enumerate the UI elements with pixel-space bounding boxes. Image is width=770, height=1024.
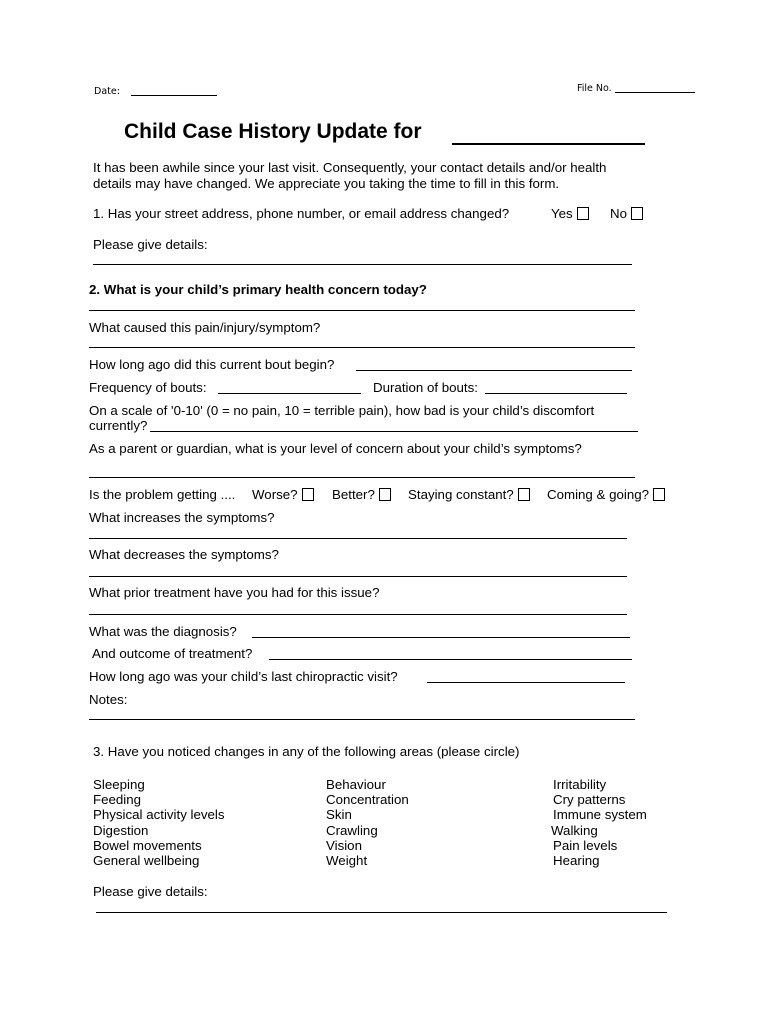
outcome-field[interactable] [269, 659, 632, 660]
concern-field[interactable] [89, 477, 635, 478]
better-checkbox[interactable] [379, 488, 391, 501]
decreases-label: What decreases the symptoms? [89, 547, 279, 562]
q2-heading [89, 282, 427, 298]
option-bowel-movements[interactable]: Bowel movements [93, 838, 202, 853]
intro-line-1: It has been awhile since your last visit. Consequently, your contact details and/or health [93, 160, 607, 175]
chiro-field[interactable] [427, 682, 625, 683]
yes-checkbox[interactable] [577, 207, 589, 220]
better-label: Better? [332, 487, 375, 502]
constant-label: Staying constant? [408, 487, 514, 502]
better-option [332, 487, 391, 503]
decreases-field[interactable] [89, 576, 627, 577]
duration-field[interactable] [485, 393, 627, 394]
coming-checkbox[interactable] [653, 488, 665, 501]
option-general-wellbeing[interactable]: General wellbeing [93, 853, 200, 868]
q1-no-label: No [610, 206, 627, 221]
problem-label: Is the problem getting .... [89, 487, 236, 502]
option-walking[interactable]: Walking [551, 823, 598, 838]
q3-details-label: Please give details: [93, 884, 208, 899]
scale-label-2: currently? [89, 418, 148, 433]
constant-option [408, 487, 530, 503]
no-checkbox[interactable] [631, 207, 643, 220]
option-behaviour[interactable]: Behaviour [326, 777, 386, 792]
file-no-field[interactable] [615, 92, 695, 93]
cause-label: What caused this pain/injury/symptom? [89, 320, 321, 335]
notes-label: Notes: [89, 692, 128, 707]
q3-details-field[interactable] [96, 912, 667, 913]
option-immune-system[interactable]: Immune system [553, 807, 647, 822]
chiro-label: How long ago was your child’s last chiropractic visit? [89, 669, 398, 684]
page-title: Child Case History Update for [124, 120, 422, 143]
increases-label: What increases the symptoms? [89, 510, 275, 525]
q1-text: 1. Has your street address, phone number, or email address changed? [93, 206, 510, 221]
worse-label: Worse? [252, 487, 298, 502]
option-physical-activity[interactable]: Physical activity levels [93, 807, 225, 822]
worse-option [252, 487, 314, 503]
increases-field[interactable] [89, 538, 627, 539]
cause-field[interactable] [89, 347, 635, 348]
intro-line-2: details may have changed. We appreciate you taking the time to fill in this form. [93, 176, 560, 191]
option-cry-patterns[interactable]: Cry patterns [553, 792, 626, 807]
frequency-label: Frequency of bouts: [89, 380, 207, 395]
q2-number: 2. [89, 282, 101, 297]
prior-field[interactable] [89, 614, 627, 615]
q3-text: 3. Have you noticed changes in any of the following areas (please circle) [93, 744, 520, 759]
option-feeding[interactable]: Feeding [93, 792, 142, 807]
scale-field[interactable] [150, 431, 638, 432]
option-pain-levels[interactable]: Pain levels [553, 838, 618, 853]
outcome-label: And outcome of treatment? [92, 646, 253, 661]
coming-label: Coming & going? [547, 487, 650, 502]
q2-text: What is your child’s primary health concern today? [103, 282, 427, 297]
diagnosis-field[interactable] [252, 637, 630, 638]
option-concentration[interactable]: Concentration [326, 792, 409, 807]
q1-details-label: Please give details: [93, 237, 208, 252]
q1-yes-label: Yes [551, 206, 573, 221]
worse-checkbox[interactable] [302, 488, 314, 501]
option-digestion[interactable]: Digestion [93, 823, 149, 838]
q1-yes [551, 206, 589, 222]
how-long-label: How long ago did this current bout begin? [89, 357, 335, 372]
concern-label: As a parent or guardian, what is your level of concern about your child’s symptoms? [89, 441, 582, 456]
q1-details-field[interactable] [93, 264, 632, 265]
option-hearing[interactable]: Hearing [553, 853, 600, 868]
date-label: Date: [94, 86, 120, 97]
option-crawling[interactable]: Crawling [326, 823, 378, 838]
file-no-label: File No. [577, 83, 612, 94]
option-irritability[interactable]: Irritability [553, 777, 607, 792]
prior-label: What prior treatment have you had for this issue? [89, 585, 380, 600]
option-skin[interactable]: Skin [326, 807, 352, 822]
q1-no [610, 206, 643, 222]
notes-field[interactable] [89, 719, 635, 720]
how-long-field[interactable] [356, 370, 632, 371]
frequency-field[interactable] [218, 393, 361, 394]
constant-checkbox[interactable] [518, 488, 530, 501]
q2-answer-field[interactable] [89, 310, 635, 311]
option-weight[interactable]: Weight [326, 853, 368, 868]
option-vision[interactable]: Vision [326, 838, 362, 853]
diagnosis-label: What was the diagnosis? [89, 624, 237, 639]
coming-option [547, 487, 665, 503]
scale-label-1: On a scale of '0-10' (0 = no pain, 10 = terrible pain), how bad is your child’s discomfort [89, 403, 595, 418]
option-sleeping[interactable]: Sleeping [93, 777, 145, 792]
date-field[interactable] [131, 95, 217, 96]
child-name-field[interactable] [452, 143, 645, 145]
duration-label: Duration of bouts: [373, 380, 478, 395]
